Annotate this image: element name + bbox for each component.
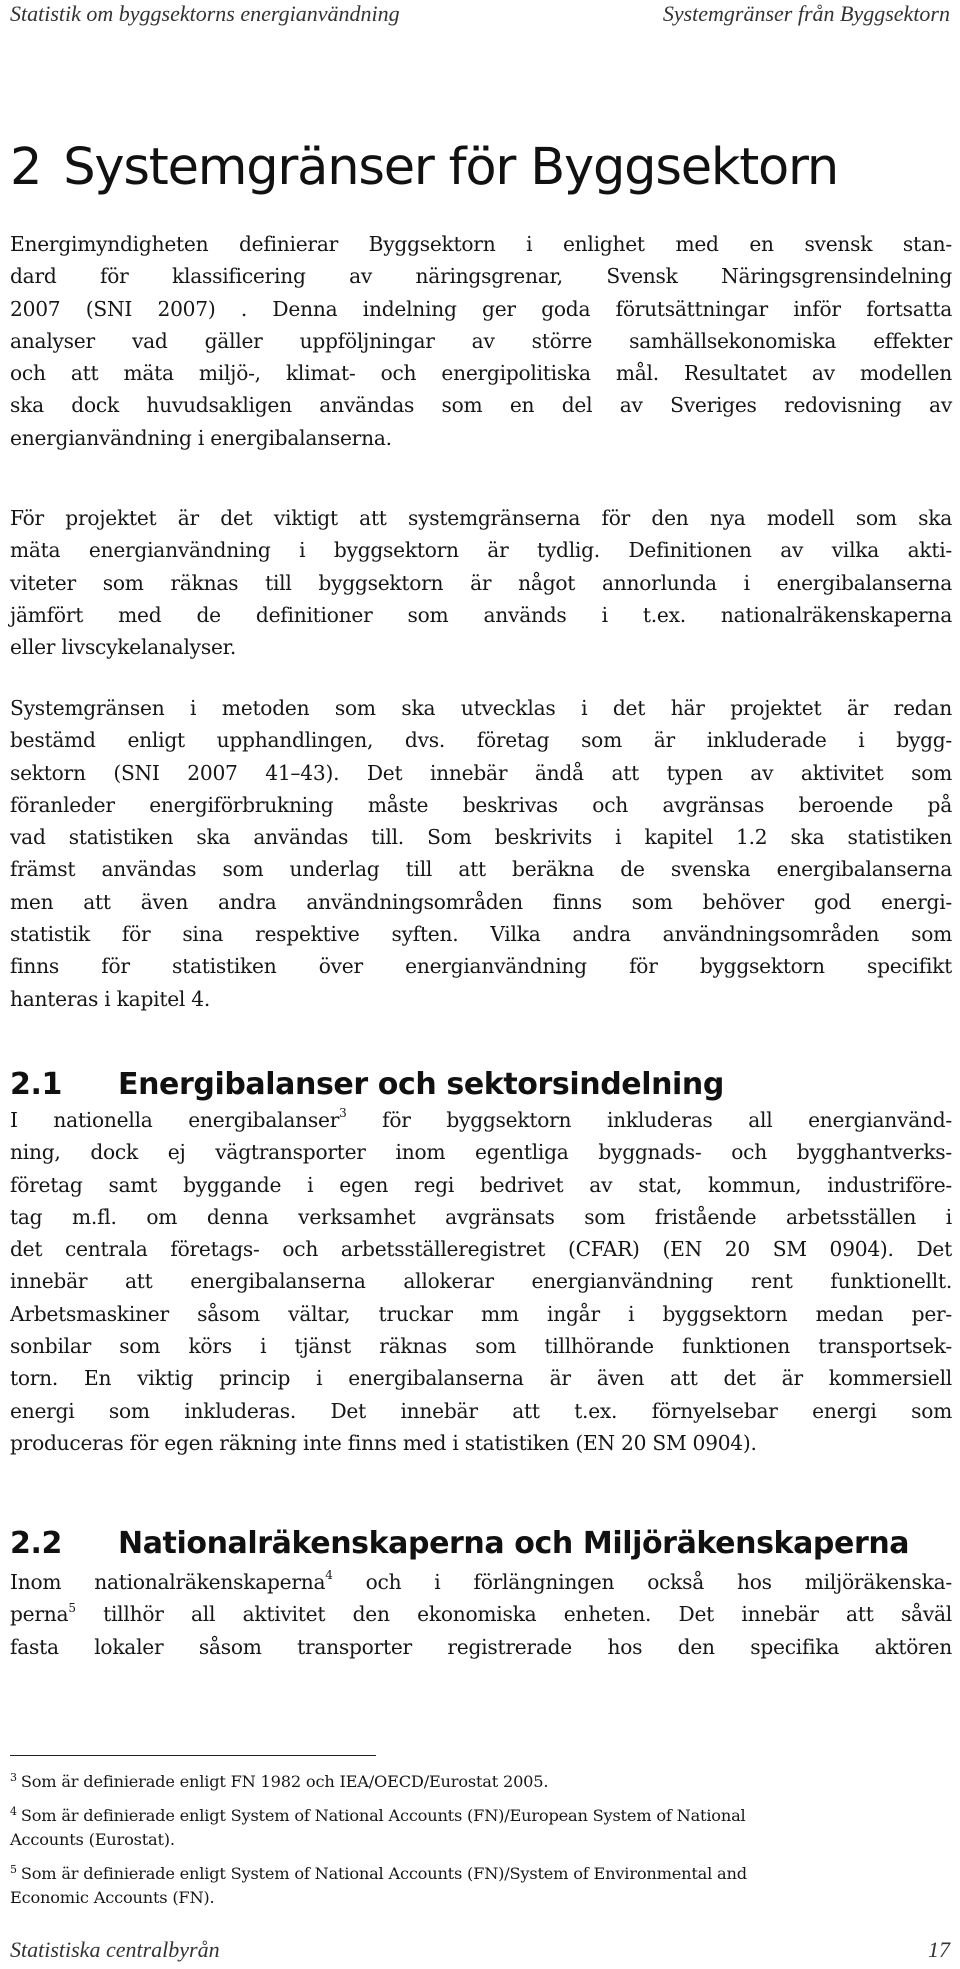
text-fragment: och i förlängningen också hos miljöräkenska-	[332, 1570, 952, 1594]
footnote-text: Som är definierade enligt FN 1982 och IEA/OECD/Eurostat 2005.	[20, 1772, 549, 1791]
page-number: 17	[928, 1937, 950, 1962]
text-line: statistik för sina respektive syften. Vilka andra användningsområden som	[10, 922, 952, 947]
footnotes	[10, 1770, 950, 1910]
text-line: Systemgränsen i metoden som ska utvecklas i det här projektet är redan	[10, 696, 952, 720]
text-line: fasta lokaler såsom transporter registrerade hos den specifika aktören	[10, 1634, 952, 1659]
running-header	[10, 0, 950, 28]
footnote-5	[10, 1862, 950, 1910]
text-line: jämfört med de definitioner som används i t.ex. nationalräkenskaperna	[10, 602, 952, 627]
footnote-text: Accounts (Eurostat).	[10, 1830, 175, 1849]
footnote-number: 5	[10, 1862, 17, 1876]
text-line: sonbilar som körs i tjänst räknas som tillhörande funktionen transportsek-	[10, 1334, 952, 1359]
intro-paragraph-1	[10, 228, 952, 454]
text-line: men att även andra användningsområden finns som behöver god energi-	[10, 889, 952, 914]
section-2-1-heading	[10, 1066, 950, 1104]
footnote-ref-4: 4	[325, 1568, 333, 1583]
text-line: torn. En viktig princip i energibalanserna är även att det är kommersiell	[10, 1366, 952, 1391]
text-line: Energimyndigheten definierar Byggsektorn i enlighet med en svensk stan-	[10, 232, 952, 256]
section-title: Energibalanser och sektorsindelning	[118, 1067, 724, 1102]
text-line: mäta energianvändning i byggsektorn är tydlig. Definitionen av vilka akti-	[10, 538, 952, 563]
header-right-title: Systemgränser från Byggsektorn	[662, 1, 950, 26]
section-title: Nationalräkenskaperna och Miljöräkenskaperna	[118, 1526, 910, 1561]
footnote-ref-5: 5	[68, 1600, 76, 1615]
footnote-text: Som är definierade enligt System of National Accounts (FN)/European System of National	[20, 1806, 746, 1825]
footnote-ref-3: 3	[339, 1106, 347, 1121]
footnote-separator	[10, 1755, 376, 1756]
text-line: finns för statistiken över energianvändning för byggsektorn specifikt	[10, 954, 952, 979]
text-line: dard för klassificering av näringsgrenar, Svensk Näringsgrensindelning	[10, 264, 952, 289]
text-line: hanteras i kapitel 4.	[10, 986, 211, 1011]
text-line: föranleder energiförbrukning måste beskrivas och avgränsas beroende på	[10, 792, 952, 817]
text-line: företag samt byggande i egen regi bedrivet av stat, kommun, industriföre-	[10, 1172, 952, 1197]
text-line: tag m.fl. om denna verksamhet avgränsats som fristående arbetsställen i	[10, 1204, 952, 1229]
footnote-4	[10, 1804, 950, 1852]
text-line	[10, 1598, 952, 1630]
footnote-number: 4	[10, 1804, 17, 1818]
section-2-2-paragraph	[10, 1566, 952, 1663]
text-fragment: för byggsektorn inkluderas all energianvänd-	[346, 1108, 952, 1132]
text-line: främst användas som underlag till att beräkna de svenska energibalanserna	[10, 857, 952, 882]
text-line: energi som inkluderas. Det innebär att t.ex. förnyelsebar energi som	[10, 1398, 952, 1423]
chapter-number: 2	[10, 138, 42, 197]
text-line	[10, 1104, 952, 1136]
text-line: innebär att energibalanserna allokerar energianvändning rent funktionellt.	[10, 1269, 952, 1294]
text-line: eller livscykelanalyser.	[10, 635, 236, 660]
footnote-text: Som är definierade enligt System of National Accounts (FN)/System of Environmental and	[20, 1864, 747, 1883]
text-line: sektorn (SNI 2007 41–43). Det innebär ändå att typen av aktivitet som	[10, 760, 952, 785]
chapter-title: Systemgränser för Byggsektorn	[63, 138, 839, 197]
text-line: ning, dock ej vägtransporter inom egentliga byggnads- och bygghantverks-	[10, 1140, 952, 1165]
intro-paragraph-3	[10, 692, 952, 1015]
text-line: vad statistiken ska användas till. Som beskrivits i kapitel 1.2 ska statistiken	[10, 825, 952, 850]
text-line: 2007 (SNI 2007) . Denna indelning ger goda förutsättningar inför fortsatta	[10, 296, 952, 321]
text-line: analyser vad gäller uppföljningar av större samhällsekonomiska effekter	[10, 328, 952, 353]
header-left-title: Statistik om byggsektorns energianvändning	[10, 1, 400, 26]
text-line: Arbetsmaskiner såsom vältar, truckar mm ingår i byggsektorn medan per-	[10, 1301, 952, 1326]
text-line: och att mäta miljö-, klimat- och energipolitiska mål. Resultatet av modellen	[10, 361, 952, 386]
text-fragment: I nationella energibalanser	[10, 1108, 340, 1132]
footnote-3	[10, 1770, 950, 1794]
text-line: ska dock huvudsakligen användas som en del av Sveriges redovisning av	[10, 393, 952, 418]
section-2-2-heading	[10, 1525, 950, 1563]
section-2-1-paragraph	[10, 1104, 952, 1459]
text-fragment: tillhör all aktivitet den ekonomiska enheten. Det innebär att såväl	[75, 1602, 952, 1627]
footer-publisher: Statistiska centralbyrån	[10, 1937, 220, 1962]
chapter-heading	[10, 138, 950, 198]
running-footer	[10, 1936, 950, 1964]
text-line: det centrala företags- och arbetsställeregistret (CFAR) (EN 20 SM 0904). Det	[10, 1237, 952, 1262]
footnote-number: 3	[10, 1770, 17, 1784]
section-number: 2.2	[10, 1526, 62, 1561]
text-line	[10, 1566, 952, 1598]
text-line: produceras för egen räkning inte finns med i statistiken (EN 20 SM 0904).	[10, 1430, 757, 1455]
section-number: 2.1	[10, 1067, 62, 1102]
text-fragment: Inom nationalräkenskaperna	[10, 1570, 326, 1594]
text-line: bestämd enligt upphandlingen, dvs. företag som är inkluderade i bygg-	[10, 728, 952, 753]
text-fragment: perna	[10, 1602, 69, 1627]
text-line: viteter som räknas till byggsektorn är något annorlunda i energibalanserna	[10, 570, 952, 595]
text-line: För projektet är det viktigt att systemgränserna för den nya modell som ska	[10, 506, 952, 530]
text-line: energianvändning i energibalanserna.	[10, 425, 392, 450]
intro-paragraph-2	[10, 502, 952, 663]
footnote-text: Economic Accounts (FN).	[10, 1888, 215, 1907]
